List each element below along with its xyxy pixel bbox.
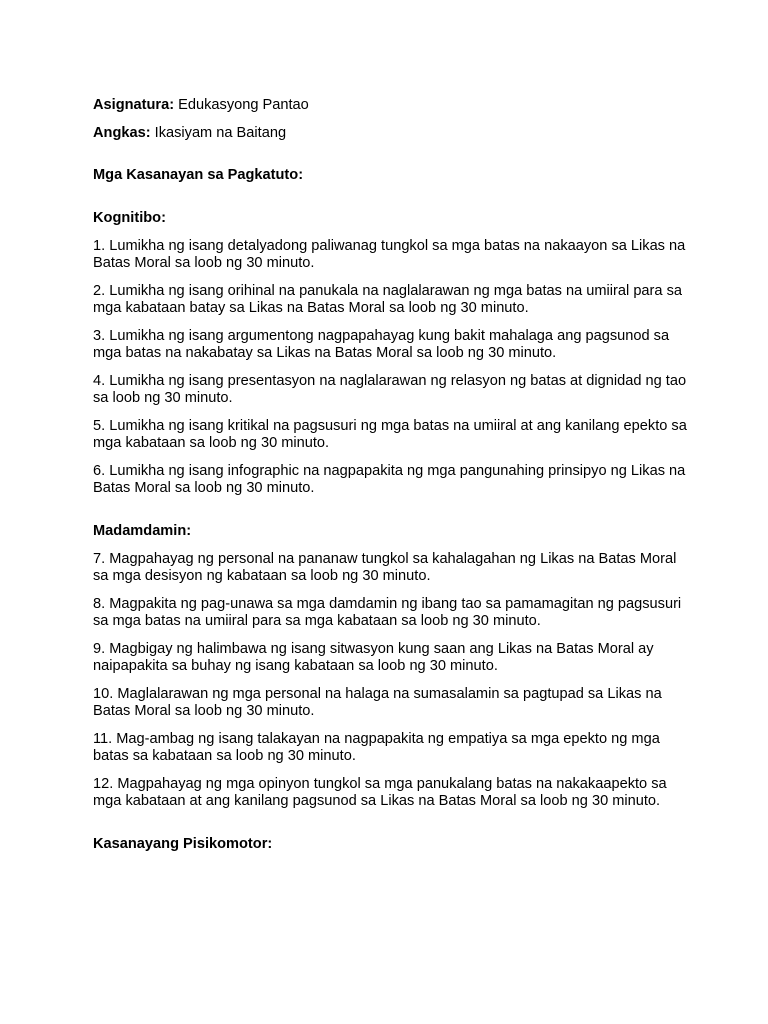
grade-line bbox=[93, 125, 693, 142]
section-heading-pisikomotor: Kasanayang Pisikomotor: bbox=[93, 836, 273, 852]
grade-value: Ikasiyam na Baitang bbox=[154, 125, 287, 141]
list-item: 4. Lumikha ng isang presentasyon na naglalarawan ng relasyon ng batas at dignidad ng tao sa loob ng 30 minuto. bbox=[93, 373, 687, 406]
main-heading: Mga Kasanayan sa Pagkatuto: bbox=[93, 167, 304, 183]
list-item: 6. Lumikha ng isang infographic na nagpapakita ng mga pangunahing prinsipyo ng Likas na Batas Moral sa loob ng 30 minuto. bbox=[93, 463, 686, 496]
list-item: 2. Lumikha ng isang orihinal na panukala na naglalarawan ng mga batas na umiiral para sa mga kabataan batay sa Likas na Batas Moral sa loob ng 30 minuto. bbox=[93, 283, 682, 316]
list-item: 11. Mag-ambag ng isang talakayan na nagpapakita ng empatiya sa mga epekto ng mga batas sa kabataan sa loob ng 30 minuto. bbox=[93, 731, 660, 764]
section-heading-kognitibo: Kognitibo: bbox=[93, 210, 166, 226]
list-item: 7. Magpahayag ng personal na pananaw tungkol sa kahalagahan ng Likas na Batas Moral sa mga desisyon ng kabataan sa loob ng 30 minuto. bbox=[93, 551, 677, 584]
subject-value: Edukasyong Pantao bbox=[178, 97, 309, 113]
subject-line bbox=[93, 97, 693, 114]
subject-label: Asignatura: bbox=[93, 97, 175, 113]
list-item: 1. Lumikha ng isang detalyadong paliwanag tungkol sa mga batas na nakaayon sa Likas na Batas Moral sa loob ng 30 minuto. bbox=[93, 238, 686, 271]
document-page bbox=[93, 97, 693, 853]
list-item: 10. Maglalarawan ng mga personal na halaga na sumasalamin sa pagtupad sa Likas na Batas Moral sa loob ng 30 minuto. bbox=[93, 686, 662, 719]
list-item: 9. Magbigay ng halimbawa ng isang sitwasyon kung saan ang Likas na Batas Moral ay naipapakita sa buhay ng isang kabataan sa loob ng 30 minuto. bbox=[93, 641, 654, 674]
section-heading-madamdamin: Madamdamin: bbox=[93, 523, 192, 539]
list-item: 5. Lumikha ng isang kritikal na pagsusuri ng mga batas na umiiral at ang kanilang epekto sa mga kabataan sa loob ng 30 minuto. bbox=[93, 418, 687, 451]
list-item: 3. Lumikha ng isang argumentong nagpapahayag kung bakit mahalaga ang pagsunod sa mga batas na nakabatay sa Likas na Batas Moral sa loob ng 30 minuto. bbox=[93, 328, 670, 361]
list-item: 12. Magpahayag ng mga opinyon tungkol sa mga panukalang batas na nakakaapekto sa mga kabataan at ang kanilang pagsunod sa Likas na Batas Moral sa loob ng 30 minuto. bbox=[93, 776, 667, 809]
list-item: 8. Magpakita ng pag-unawa sa mga damdamin ng ibang tao sa pamamagitan ng pagsusuri sa mga batas na umiiral para sa mga kabataan sa loob ng 30 minuto. bbox=[93, 596, 682, 629]
grade-label: Angkas: bbox=[93, 125, 151, 141]
